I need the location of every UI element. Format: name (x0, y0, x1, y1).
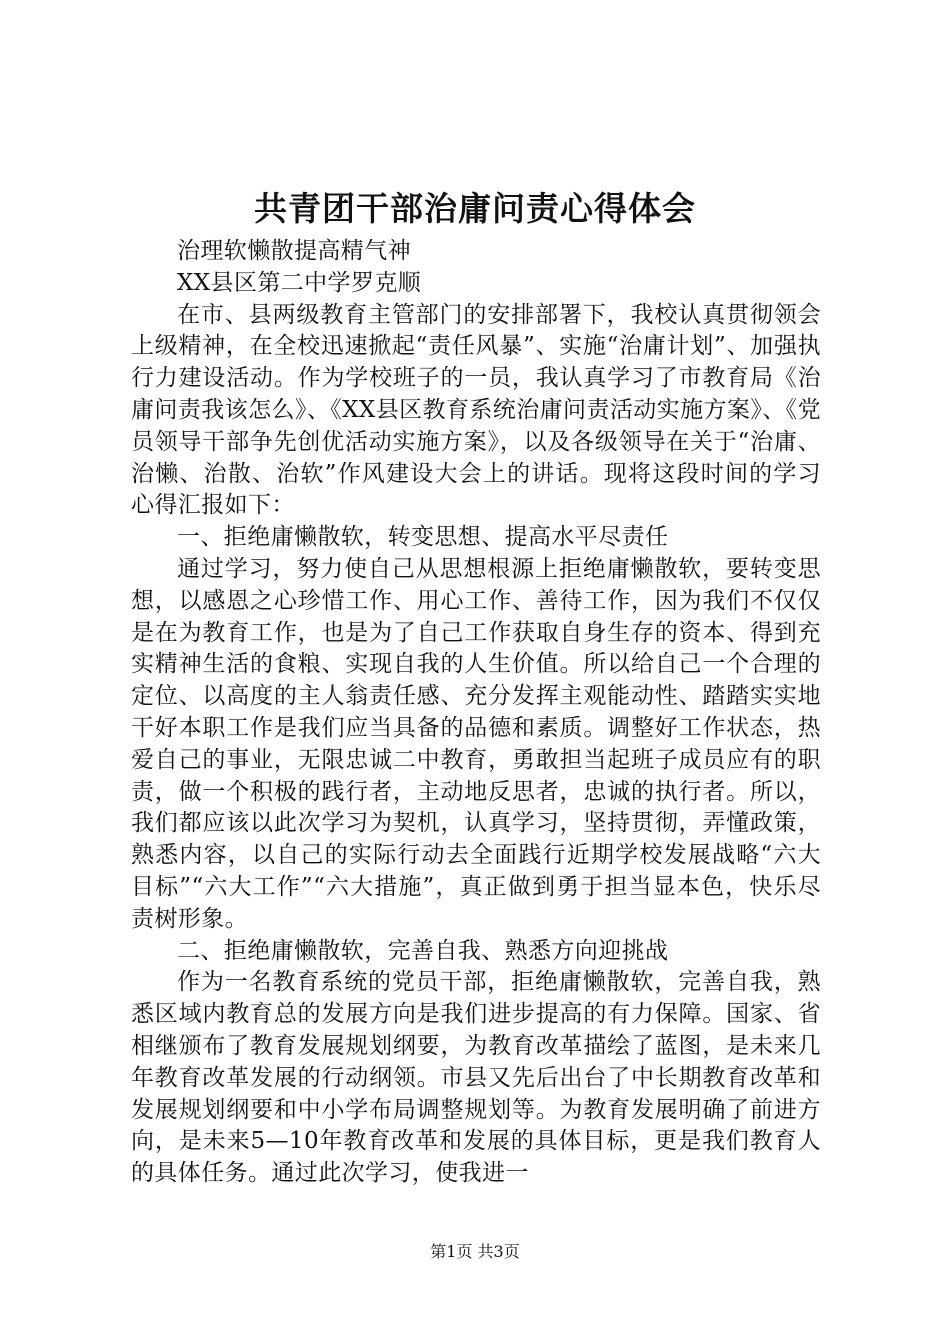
page-footer: 第1页 共3页 (430, 1242, 520, 1261)
document-title: 共青团干部治庸问责心得体会 (254, 189, 696, 228)
paragraph-section-1: 通过学习，努力使自己从思想根源上拒绝庸懒散软，要转变思想，以感恩之心珍惜工作、用心工作、善待工作，因为我们不仅仅是在为教育工作，也是为了自己工作获取自身生存的资本、得到充实精神生活的食粮、实现自我的人生价值。所以给自己一个合理的定位、以高度的主人翁责任感、充分发挥主观能动性、踏踏实实地干好本职工作是我们应当具备的品德和素质。调整好工作状态，热爱自己的事业，无限忠诚二中教育，勇敢担当起班子成员应有的职责，做一个积极的践行者，主动地反思者，忠诚的执行者。所以，我们都应该以此次学习为契机，认真学习，坚持贯彻，弄懂政策，熟悉内容，以自己的实际行动去全面践行近期学校发展战略“六大目标”“六大工作”“六大措施”，真正做到勇于担当显本色，快乐尽责树形象。 (131, 555, 821, 932)
section-heading-2: 二、拒绝庸懒散软，完善自我、熟悉方向迎挑战 (177, 937, 669, 964)
document-body (131, 236, 821, 1190)
author-line: XX县区第二中学罗克顺 (177, 269, 422, 296)
section-heading-1: 一、拒绝庸懒散软，转变思想、提高水平尽责任 (177, 524, 669, 551)
paragraph-section-2: 作为一名教育系统的党员干部，拒绝庸懒散软，完善自我，熟悉区域内教育总的发展方向是我们进步提高的有力保障。国家、省相继颁布了教育发展规划纲要，为教育改革描绘了蓝图，是未来几年教育改革发展的行动纲领。市县又先后出台了中长期教育改革和发展规划纲要和中小学布局调整规划等。为教育发展明确了前进方向，是未来5—10年教育改革和发展的具体目标，更是我们教育人的具体任务。通过此次学习，使我进一 (131, 969, 821, 1187)
paragraph-intro: 在市、县两级教育主管部门的安排部署下，我校认真贯彻领会上级精神，在全校迅速掀起“责任风暴”、实施“治庸计划”、加强执行力建设活动。作为学校班子的一员，我认真学习了市教育局《治庸问责我该怎么》、《XX县区教育系统治庸问责活动实施方案》、《党员领导干部争先创优活动实施方案》，以及各级领导在关于“治庸、治懒、治散、治软”作风建设大会上的讲话。现将这段时间的学习心得汇报如下： (131, 301, 821, 519)
subtitle-line: 治理软懒散提高精气神 (177, 238, 411, 264)
